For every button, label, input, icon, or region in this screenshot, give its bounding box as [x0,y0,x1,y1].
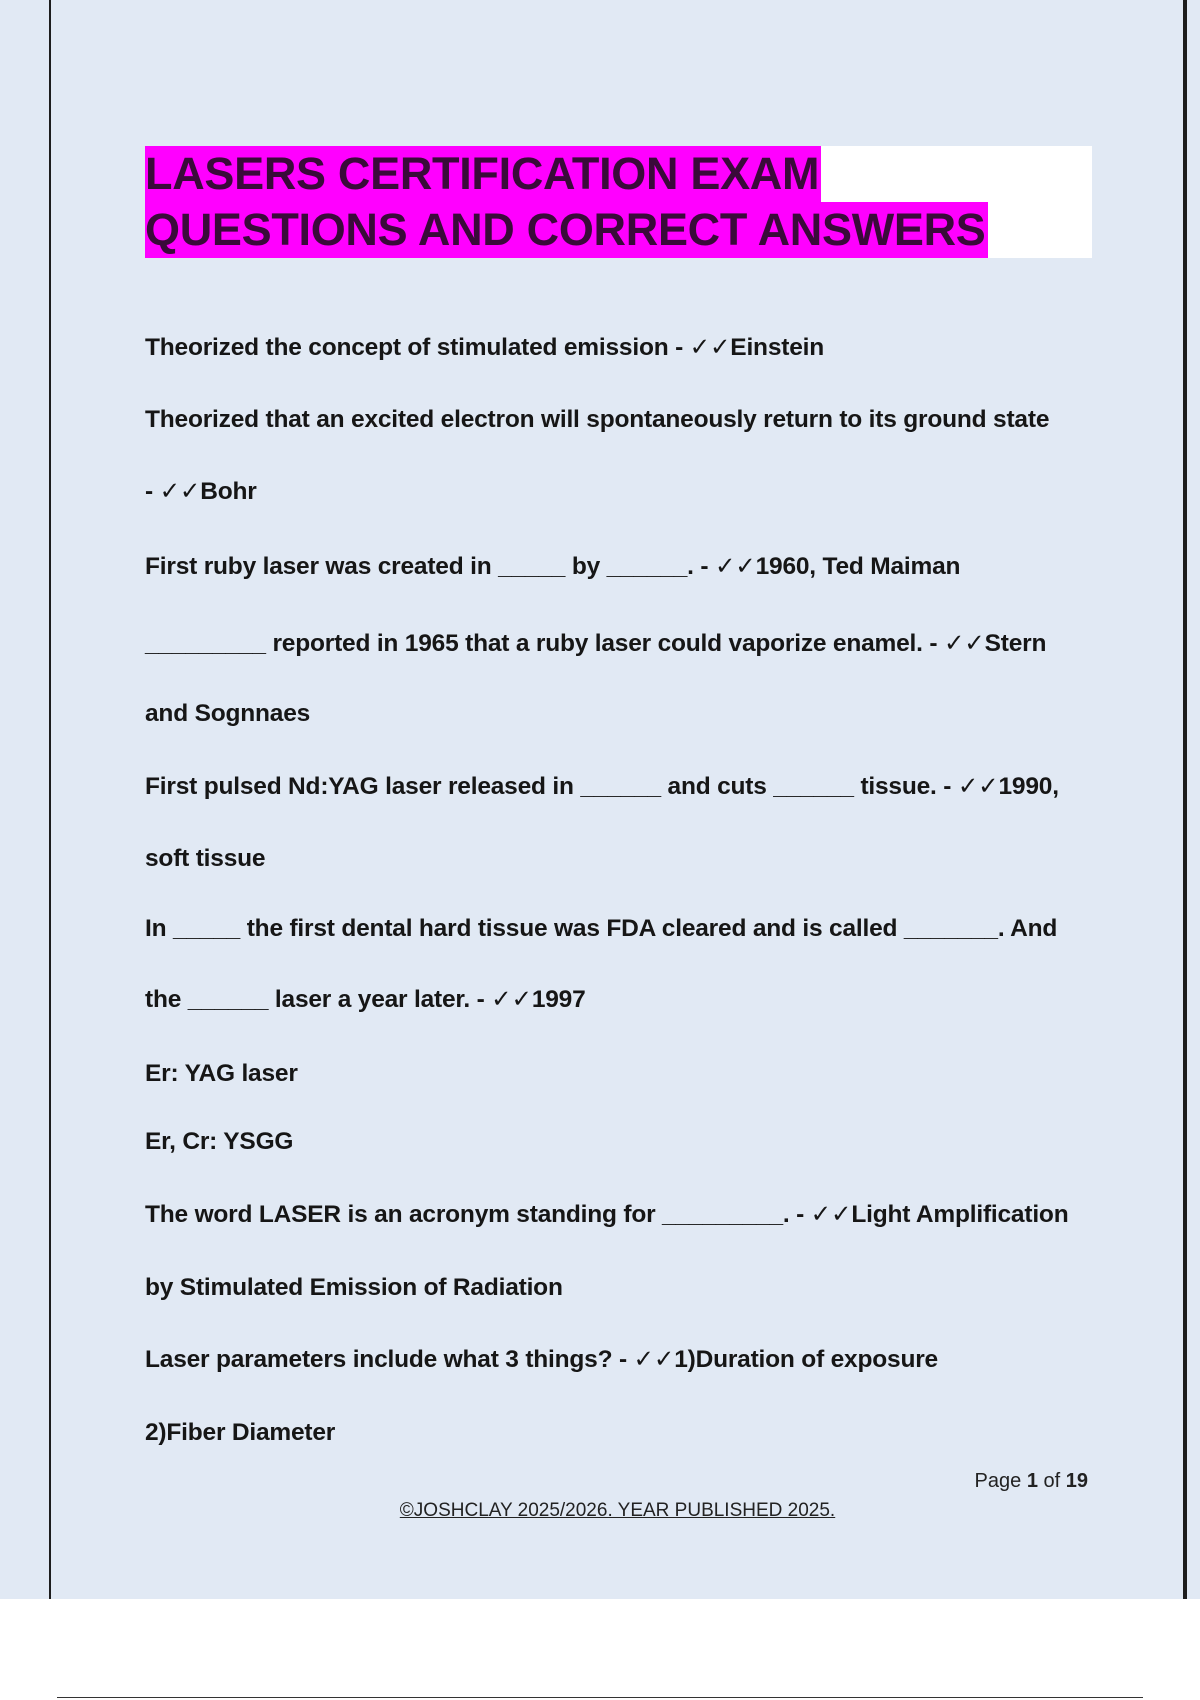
qa-line: _________ reported in 1965 that a ruby laser could vaporize enamel. - ✓✓Stern [145,630,1047,657]
qa-line: Er: YAG laser [145,1060,298,1087]
qa-line: by Stimulated Emission of Radiation [145,1274,563,1301]
qa-line: the ______ laser a year later. - ✓✓1997 [145,986,586,1013]
bottom-page-rule [57,1697,1143,1698]
qa-line: Laser parameters include what 3 things? - ✓✓1)Duration of exposure [145,1346,938,1373]
qa-line: Theorized the concept of stimulated emission - ✓✓Einstein [145,334,825,361]
qa-line: soft tissue [145,845,266,872]
right-border-rule [1183,0,1187,1599]
qa-line: Er, Cr: YSGG [145,1128,294,1155]
page-current: 1 [1026,1470,1038,1492]
qa-line: First pulsed Nd:YAG laser released in ______ and cuts ______ tissue. - ✓✓1990, [145,773,1059,800]
page-of: of [1043,1470,1061,1492]
qa-line: 2)Fiber Diameter [145,1419,336,1446]
left-border-rule [49,0,51,1599]
qa-line: and Sognnaes [145,700,311,727]
title-line-1: LASERS CERTIFICATION EXAM [145,146,821,202]
page-total: 19 [1065,1470,1088,1492]
qa-line: The word LASER is an acronym standing for _________. - ✓✓Light Amplification [145,1201,1069,1228]
copyright-footer: ©JOSHCLAY 2025/2026. YEAR PUBLISHED 2025. [399,1500,836,1521]
title-line-2: QUESTIONS AND CORRECT ANSWERS [145,202,988,258]
document-title [145,146,1092,258]
qa-line: First ruby laser was created in _____ by ______. - ✓✓1960, Ted Maiman [145,553,961,580]
qa-line: - ✓✓Bohr [145,478,257,505]
page-number [930,1470,1088,1493]
qa-line: Theorized that an excited electron will spontaneously return to its ground state [145,406,1050,433]
page-label: Page [974,1470,1022,1492]
qa-line: In _____ the first dental hard tissue was FDA cleared and is called _______. And [145,915,1058,942]
